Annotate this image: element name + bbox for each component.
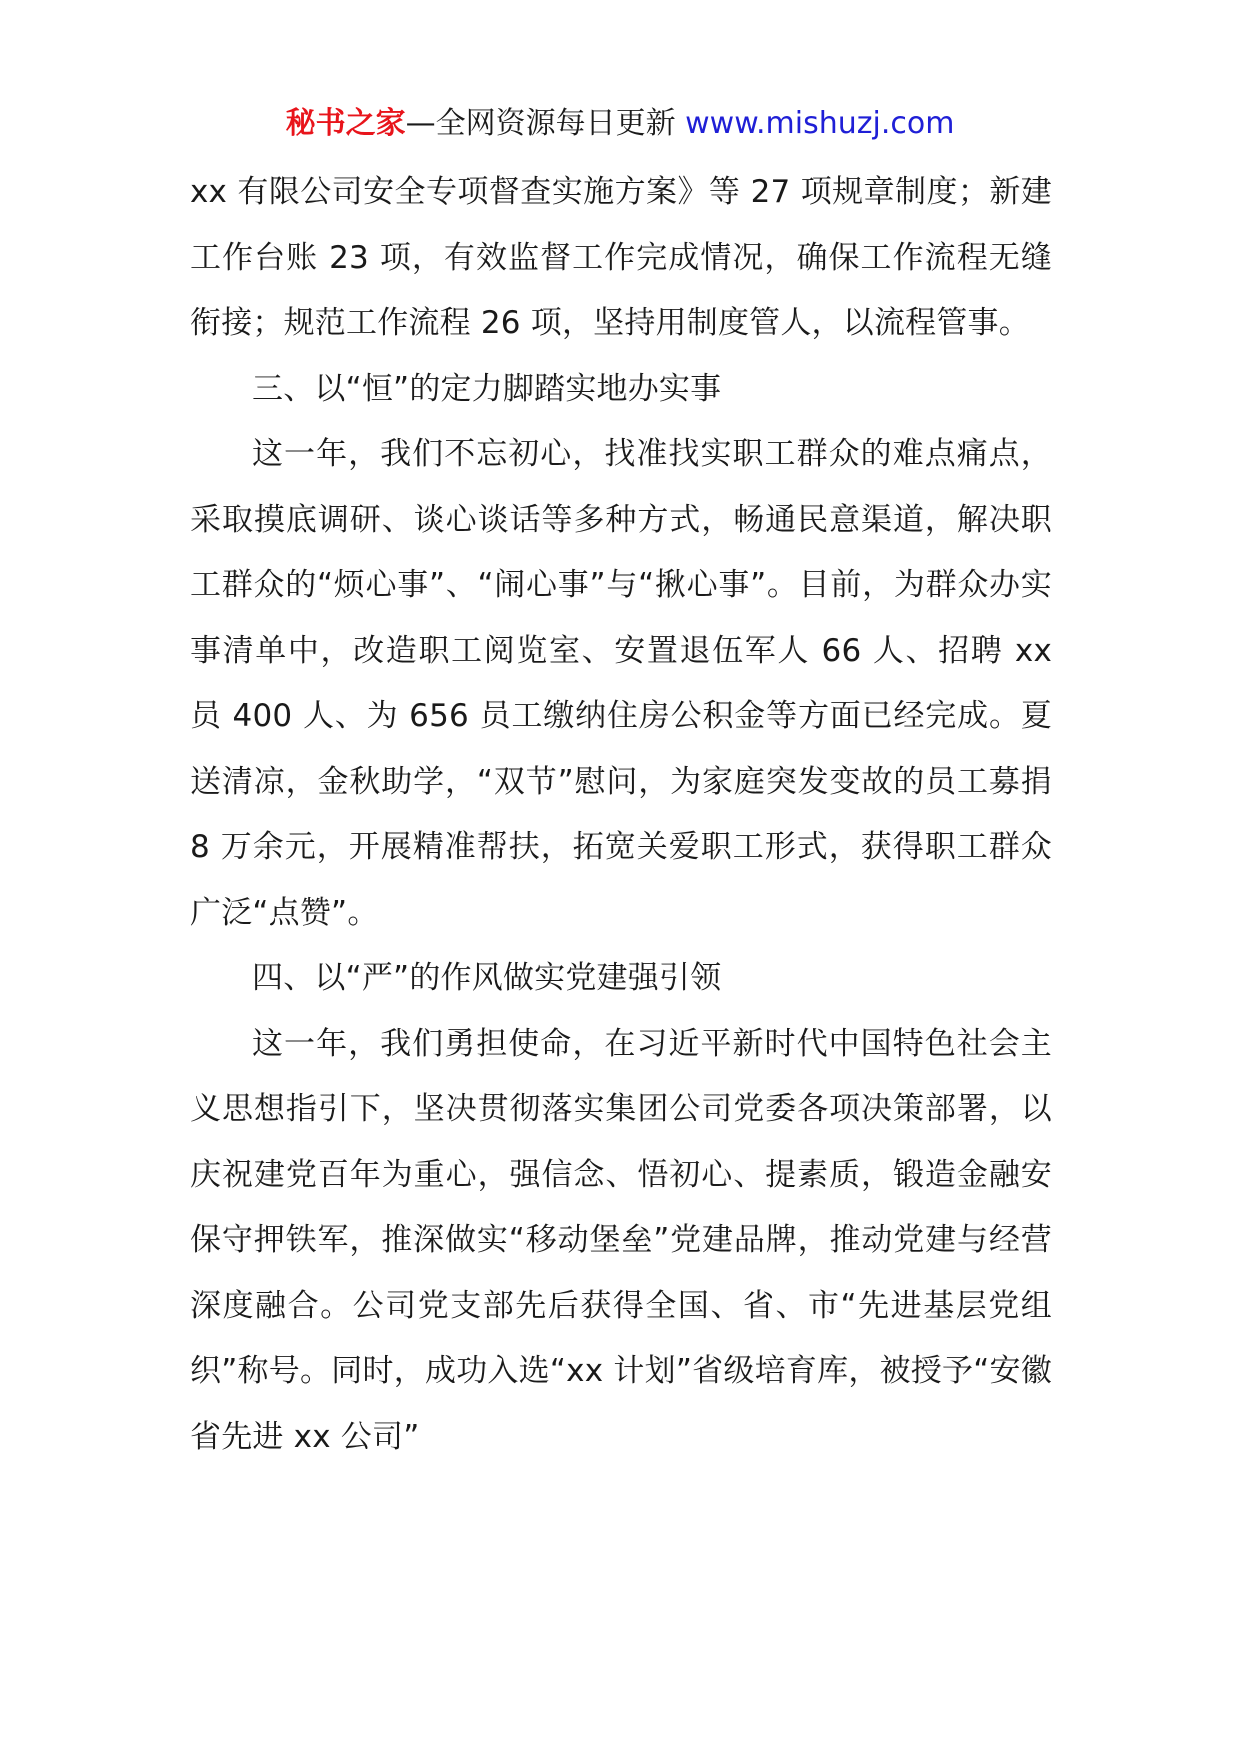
section-heading-4: 四、以“严”的作风做实党建强引领 [252,960,722,996]
document-body [190,160,1052,1470]
paragraph-section-4: 这一年，我们勇担使命，在习近平新时代中国特色社会主义思想指引下，坚决贯彻落实集团公司党委各项决策部署，以庆祝建党百年为重心，强信念、悟初心、提素质，锻造金融安保守押铁军，推深做实“移动堡垒”党建品牌，推动党建与经营深度融合。公司党支部先后获得全国、省、市“先进基层党组织”称号。同时，成功入选“xx 计划”省级培育库，被授予“安徽省先进 xx 公司” [190,1025,1052,1455]
paragraph-section-3: 这一年，我们不忘初心，找准找实职工群众的难点痛点，采取摸底调研、谈心谈话等多种方式，畅通民意渠道，解决职工群众的“烦心事”、“闹心事”与“揪心事”。目前，为群众办实事清单中，改造职工阅览室、安置退伍军人 66 人、招聘 xx 员 400 人、为 656 员工缴纳住房公积金等方面已经完成。夏送清凉，金秋助学，“双节”慰问，为家庭突发变故的员工募捐 8 万余元，开展精准帮扶，拓宽关爱职工形式，获得职工群众广泛“点赞”。 [190,436,1052,931]
page-header [0,104,1240,144]
header-url-link[interactable]: www.mishuzj.com [685,106,955,141]
paragraph-continued: xx 有限公司安全专项督查实施方案》等 27 项规章制度；新建工作台账 23 项，有效监督工作完成情况，确保工作流程无缝衔接；规范工作流程 26 项，坚持用制度管人，以流程管事。 [190,174,1052,341]
section-heading-3: 三、以“恒”的定力脚踏实地办实事 [252,370,722,407]
header-brand: 秘书之家 [285,106,406,141]
header-tagline: —全网资源每日更新 [405,106,676,141]
